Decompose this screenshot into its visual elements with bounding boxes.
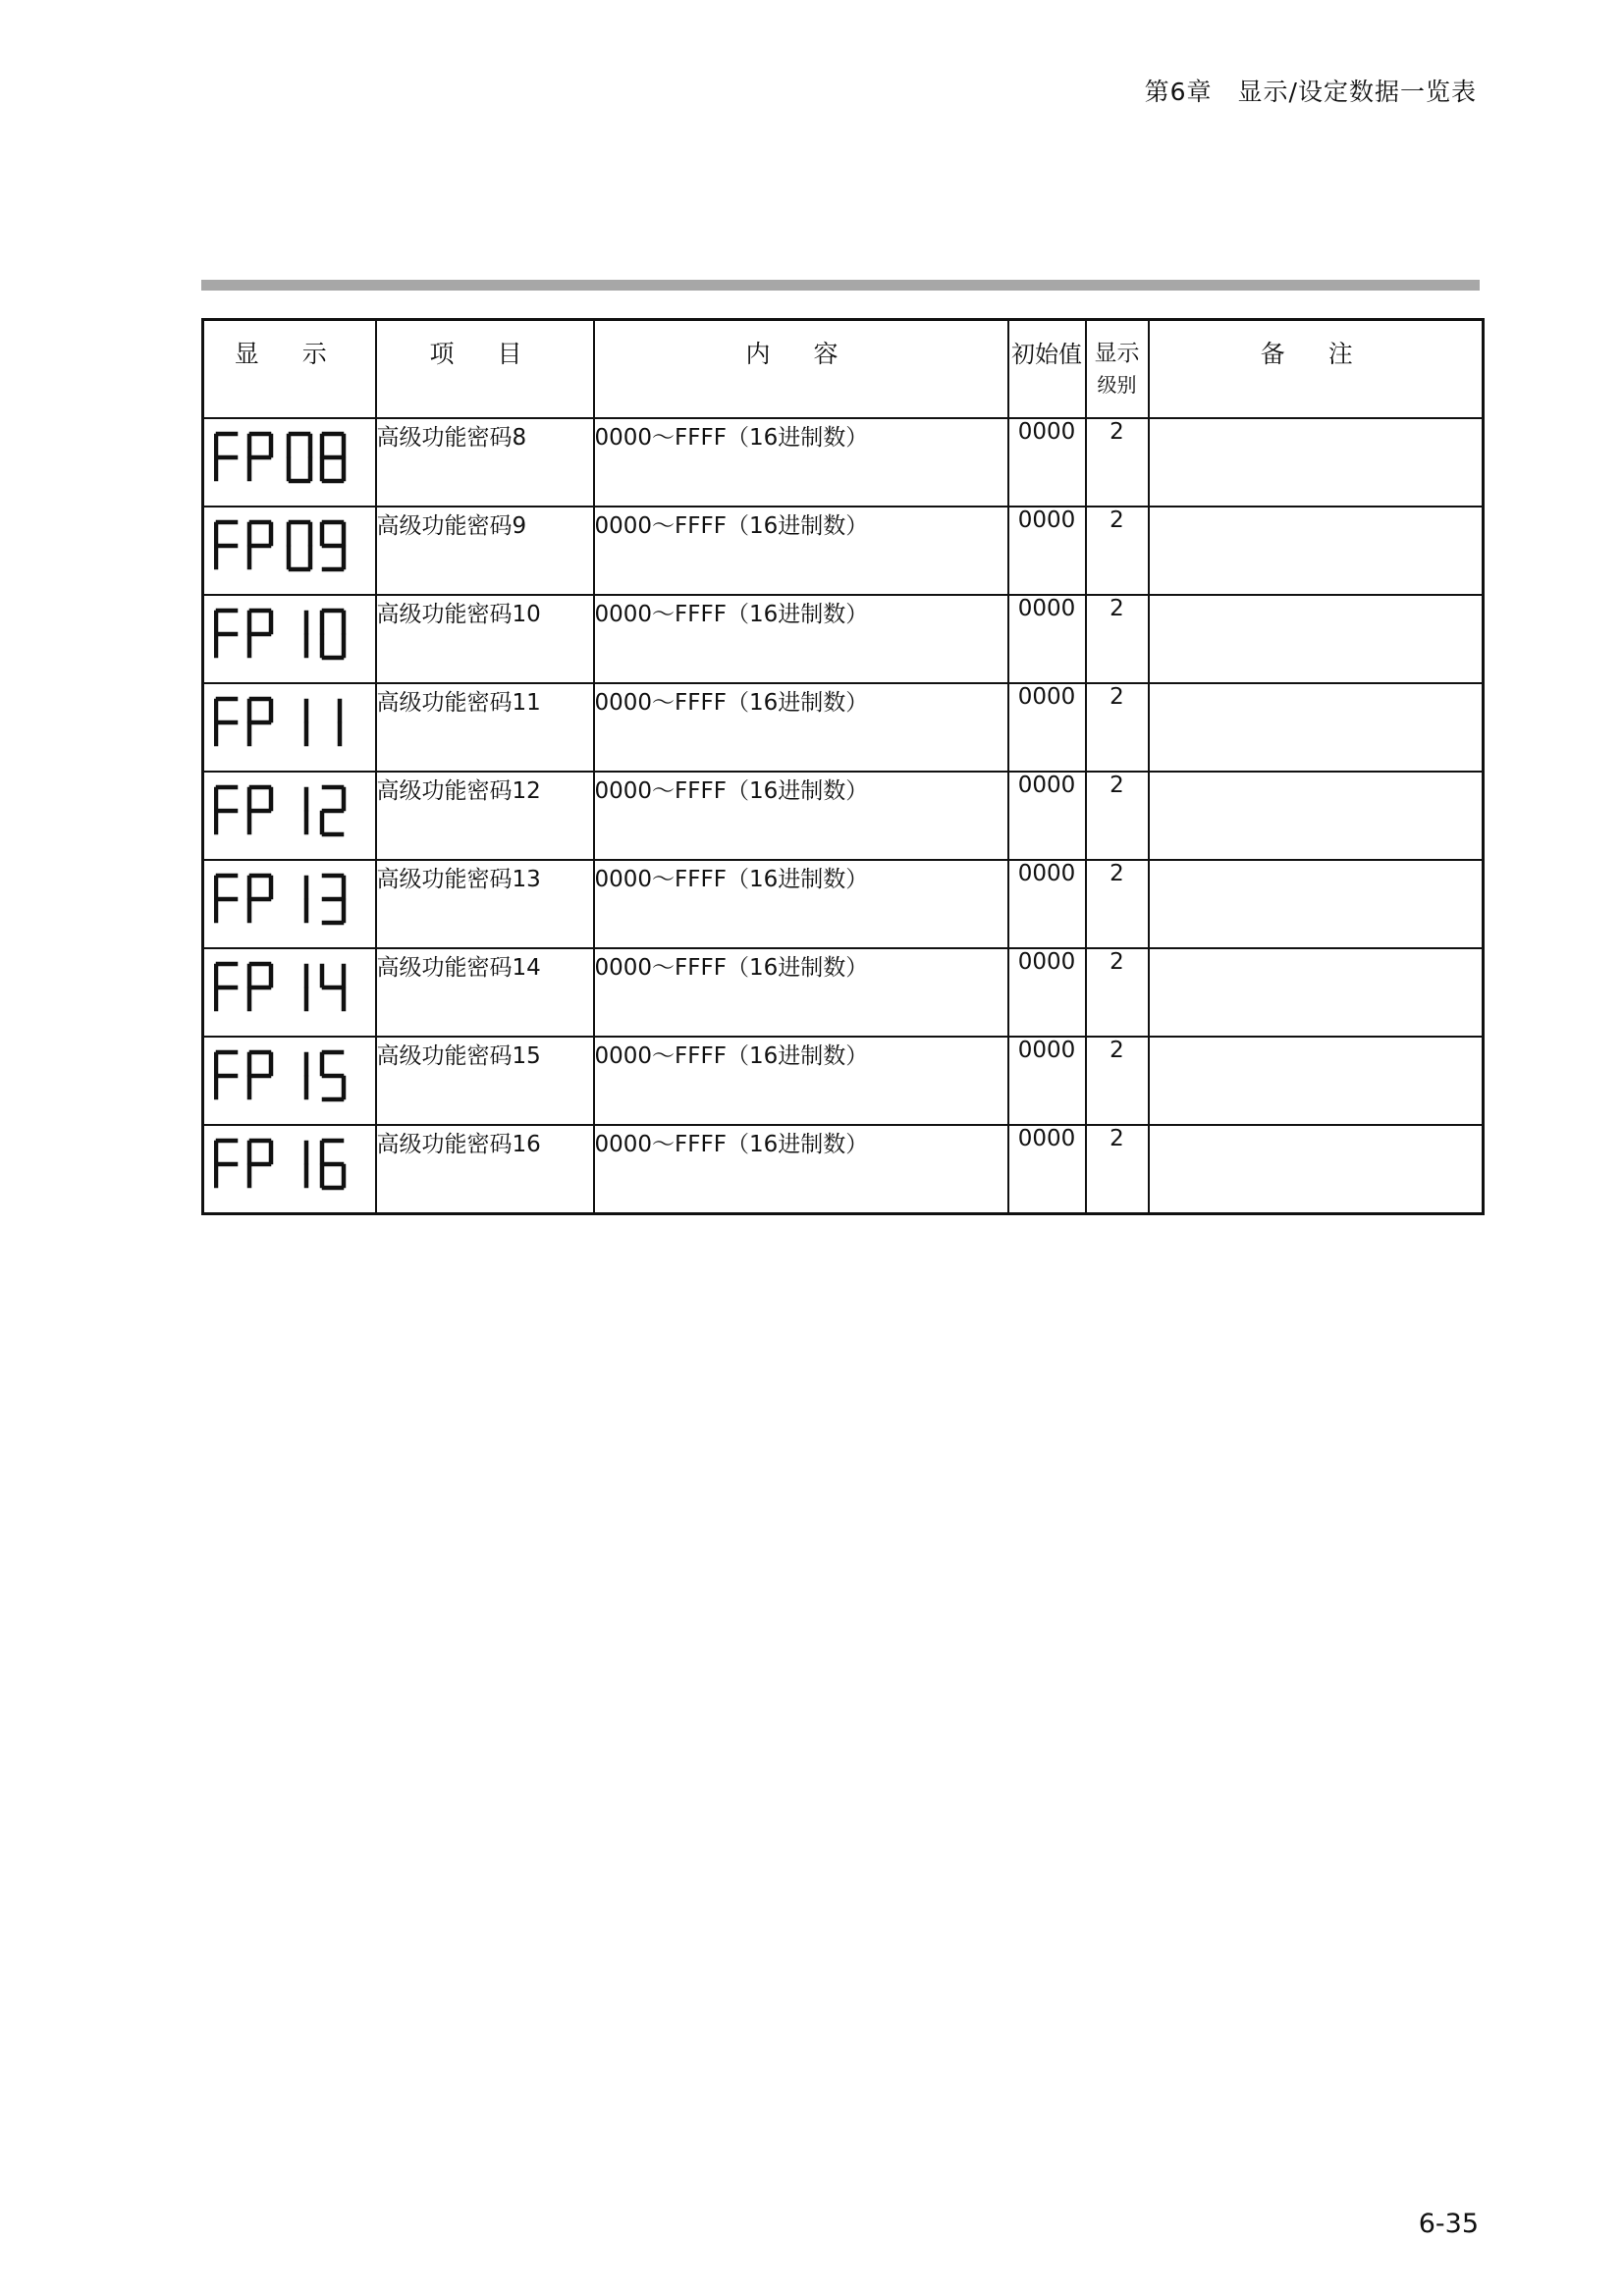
seven-segment-display <box>214 696 361 753</box>
display-code-cell <box>203 507 376 595</box>
content-cell: 0000～FFFF（16进制数） <box>594 860 1008 948</box>
display-code-cell <box>203 860 376 948</box>
table-row <box>203 418 1484 507</box>
item-cell: 高级功能密码8 <box>376 418 594 507</box>
initial-value-cell: 0000 <box>1008 860 1086 948</box>
display-code-cell <box>203 948 376 1037</box>
col-header-initial: 初始值 <box>1008 320 1086 419</box>
display-code-cell <box>203 418 376 507</box>
parameter-table <box>201 318 1485 1215</box>
content-cell: 0000～FFFF（16进制数） <box>594 683 1008 772</box>
item-cell: 高级功能密码11 <box>376 683 594 772</box>
page-number: 6-35 <box>1418 2209 1479 2239</box>
seven-segment-display <box>214 784 361 841</box>
table-row <box>203 1037 1484 1125</box>
table-row <box>203 683 1484 772</box>
seven-segment-display <box>214 873 361 930</box>
table-row <box>203 595 1484 683</box>
content-cell: 0000～FFFF（16进制数） <box>594 1125 1008 1214</box>
display-level-cell: 2 <box>1086 595 1149 683</box>
display-level-cell: 2 <box>1086 948 1149 1037</box>
item-cell: 高级功能密码13 <box>376 860 594 948</box>
initial-value-cell: 0000 <box>1008 595 1086 683</box>
display-code-cell <box>203 683 376 772</box>
header-rule <box>201 280 1480 291</box>
item-cell: 高级功能密码12 <box>376 772 594 860</box>
content-cell: 0000～FFFF（16进制数） <box>594 1037 1008 1125</box>
initial-value-cell: 0000 <box>1008 948 1086 1037</box>
item-cell: 高级功能密码10 <box>376 595 594 683</box>
seven-segment-display <box>214 961 361 1018</box>
remarks-cell <box>1149 860 1484 948</box>
initial-value-cell: 0000 <box>1008 1037 1086 1125</box>
col-header-item: 项 目 <box>376 320 594 419</box>
item-cell: 高级功能密码14 <box>376 948 594 1037</box>
display-code-cell <box>203 1037 376 1125</box>
col-header-level: 显示 级别 <box>1086 320 1149 419</box>
display-code-cell <box>203 595 376 683</box>
display-level-cell: 2 <box>1086 772 1149 860</box>
display-code-cell <box>203 1125 376 1214</box>
initial-value-cell: 0000 <box>1008 418 1086 507</box>
seven-segment-display <box>214 431 361 488</box>
display-level-cell: 2 <box>1086 1037 1149 1125</box>
initial-value-cell: 0000 <box>1008 1125 1086 1214</box>
content-cell: 0000～FFFF（16进制数） <box>594 948 1008 1037</box>
content-cell: 0000～FFFF（16进制数） <box>594 595 1008 683</box>
table-header-row <box>203 320 1484 419</box>
content-cell: 0000～FFFF（16进制数） <box>594 418 1008 507</box>
initial-value-cell: 0000 <box>1008 683 1086 772</box>
display-level-cell: 2 <box>1086 860 1149 948</box>
table-row <box>203 948 1484 1037</box>
item-cell: 高级功能密码9 <box>376 507 594 595</box>
content-cell: 0000～FFFF（16进制数） <box>594 507 1008 595</box>
display-level-cell: 2 <box>1086 418 1149 507</box>
display-level-cell: 2 <box>1086 507 1149 595</box>
remarks-cell <box>1149 948 1484 1037</box>
seven-segment-display <box>214 608 361 665</box>
remarks-cell <box>1149 772 1484 860</box>
display-level-cell: 2 <box>1086 683 1149 772</box>
remarks-cell <box>1149 418 1484 507</box>
seven-segment-display <box>214 519 361 576</box>
table-row <box>203 772 1484 860</box>
initial-value-cell: 0000 <box>1008 772 1086 860</box>
item-cell: 高级功能密码16 <box>376 1125 594 1214</box>
seven-segment-display <box>214 1138 361 1195</box>
table-row <box>203 507 1484 595</box>
item-cell: 高级功能密码15 <box>376 1037 594 1125</box>
content-cell: 0000～FFFF（16进制数） <box>594 772 1008 860</box>
remarks-cell <box>1149 595 1484 683</box>
table-row <box>203 860 1484 948</box>
display-level-cell: 2 <box>1086 1125 1149 1214</box>
chapter-header: 第6章 显示/设定数据一览表 <box>1144 78 1477 106</box>
remarks-cell <box>1149 507 1484 595</box>
col-header-content: 内 容 <box>594 320 1008 419</box>
col-header-remarks: 备 注 <box>1149 320 1484 419</box>
remarks-cell <box>1149 1037 1484 1125</box>
table-row <box>203 1125 1484 1214</box>
initial-value-cell: 0000 <box>1008 507 1086 595</box>
display-code-cell <box>203 772 376 860</box>
col-header-display: 显 示 <box>203 320 376 419</box>
remarks-cell <box>1149 683 1484 772</box>
remarks-cell <box>1149 1125 1484 1214</box>
seven-segment-display <box>214 1049 361 1106</box>
